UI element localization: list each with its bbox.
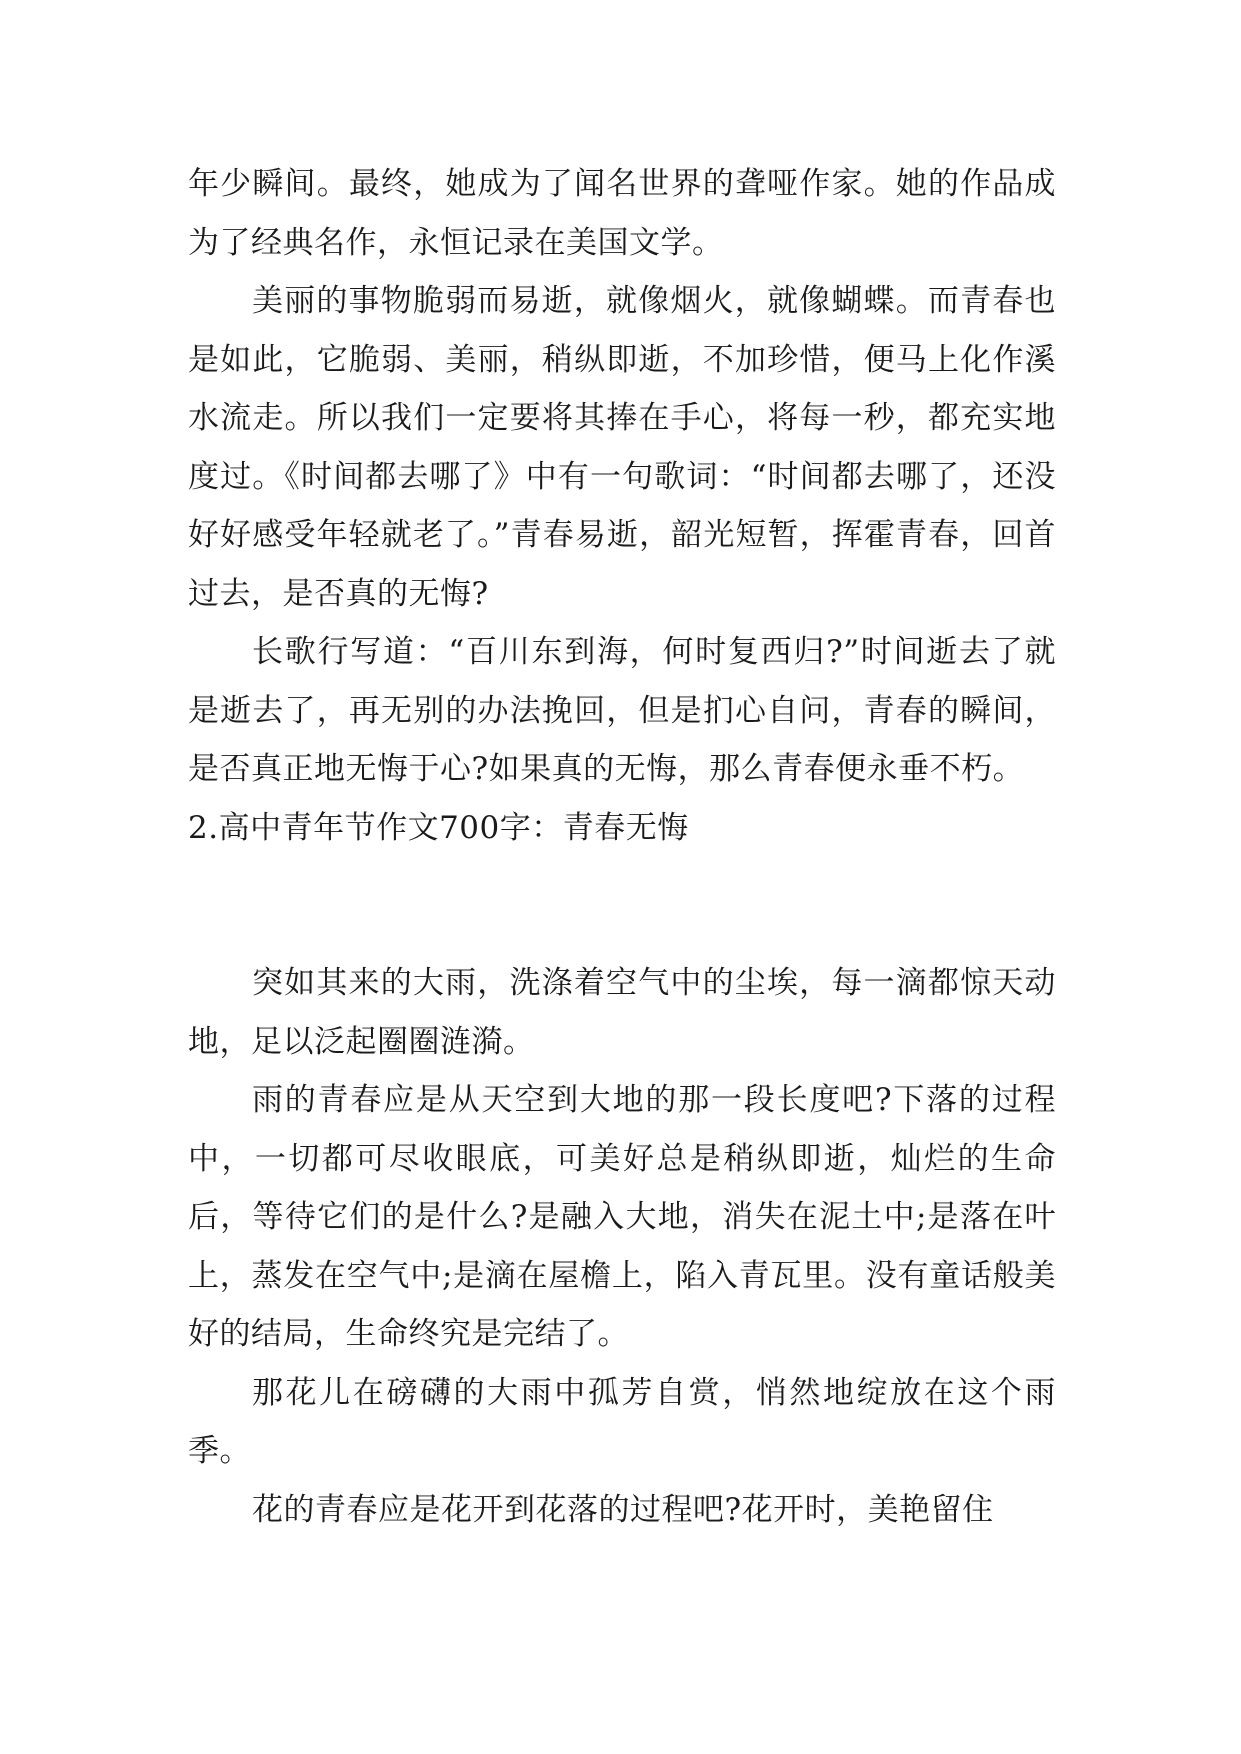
- paragraph: 花的青春应是花开到花落的过程吧?花开时，美艳留住: [252, 1491, 994, 1528]
- section-heading: 2.高中青年节作文700字：青春无悔: [188, 809, 689, 846]
- paragraph: 美丽的事物脆弱而易逝，就像烟火，就像蝴蝶。而青春也是如此，它脆弱、美丽，稍纵即逝，不加珍惜，便马上化作溪水流走。所以我们一定要将其捧在手心，将每一秒，都充实地度过。《时间都去哪了》中有一句歌词：“时间都去哪了，还没好好感受年轻就老了。”青春易逝，韶光短暂，挥霍青春，回首过去，是否真的无悔?: [188, 283, 1056, 612]
- paragraph: 长歌行写道：“百川东到海，何时复西归?”时间逝去了就是逝去了，再无别的办法挽回，但是扪心自问，青春的瞬间，是否真正地无悔于心?如果真的无悔，那么青春便永垂不朽。: [188, 634, 1056, 787]
- paragraph: 雨的青春应是从天空到大地的那一段长度吧?下落的过程中，一切都可尽收眼底，可美好总是稍纵即逝，灿烂的生命后，等待它们的是什么?是融入大地，消失在泥土中;是落在叶上，蒸发在空气中;是滴在屋檐上，陷入青瓦里。没有童话般美好的结局，生命终究是完结了。: [188, 1082, 1056, 1352]
- document-body: [188, 155, 1056, 1539]
- spacer: [188, 857, 1056, 954]
- paragraph-continuation: 年少瞬间。最终，她成为了闻名世界的聋哑作家。她的作品成为了经典名作，永恒记录在美国文学。: [188, 166, 1056, 261]
- paragraph: 突如其来的大雨，洗涤着空气中的尘埃，每一滴都惊天动地，足以泛起圈圈涟漪。: [188, 965, 1056, 1060]
- paragraph: 那花儿在磅礴的大雨中孤芳自赏，悄然地绽放在这个雨季。: [188, 1374, 1056, 1469]
